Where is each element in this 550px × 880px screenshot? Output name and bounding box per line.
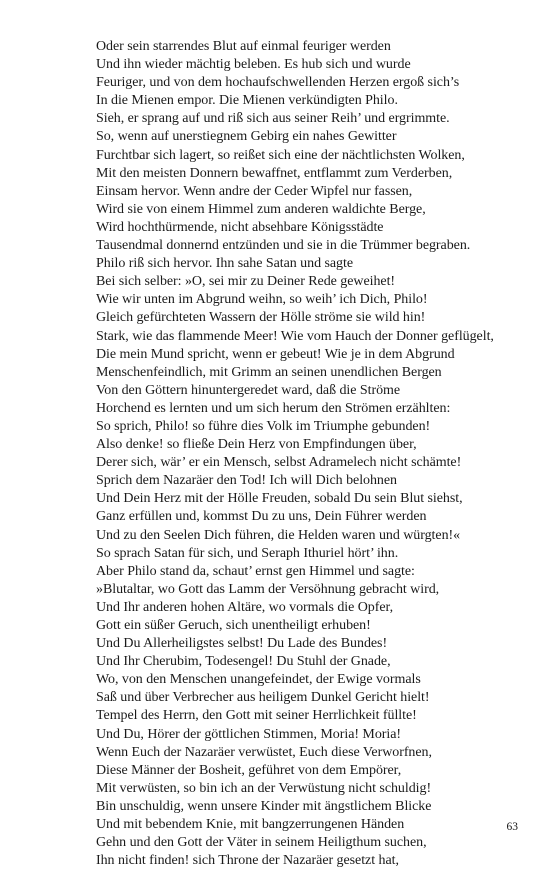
verse-line: Furchtbar sich lagert, so reißet sich eine der nächtlichsten Wolken, (96, 147, 465, 163)
verse-line: Aber Philo stand da, schaut’ ernst gen Himmel und sagte: (96, 563, 415, 579)
verse-line: Und zu den Seelen Dich führen, die Helden waren und würgten!« (96, 527, 461, 543)
verse-line: So sprich, Philo! so führe dies Volk im Triumphe gebunden! (96, 418, 431, 434)
verse-line: Tausendmal donnernd entzünden und sie in die Trümmer begraben. (96, 238, 471, 254)
verse-line: Ganz erfüllen und, kommst Du zu uns, Dein Führer werden (96, 509, 427, 525)
verse-line: Gleich gefürchteten Wassern der Hölle ströme sie wild hin! (96, 310, 426, 326)
verse-line: Mit verwüsten, so bin ich an der Verwüstung nicht schuldig! (96, 780, 432, 796)
page-number: 63 (506, 821, 518, 833)
verse-line: Feuriger, und von dem hochaufschwellenden Herzen ergoß sich’s (96, 75, 460, 91)
verse-line: So sprach Satan für sich, und Seraph Ithuriel hört’ ihn. (96, 545, 399, 561)
verse-line: Derer sich, wär’ er ein Mensch, selbst Adramelech nicht schämte! (96, 455, 462, 471)
verse-line: In die Mienen empor. Die Mienen verkündigten Philo. (96, 93, 398, 109)
verse-line: Bei sich selber: »O, sei mir zu Deiner Rede geweihet! (96, 274, 396, 290)
verse-line: Und Du Allerheiligstes selbst! Du Lade des Bundes! (96, 636, 388, 652)
verse-line: Und Ihr anderen hohen Altäre, wo vormals die Opfer, (96, 599, 394, 615)
verse-line: Und mit bebendem Knie, mit bangzerrungenen Händen (96, 817, 405, 833)
verse-line: Tempel des Herrn, den Gott mit seiner Herrlichkeit füllte! (96, 708, 417, 724)
verse-line: Diese Männer der Bosheit, geführet von dem Empörer, (96, 762, 402, 778)
verse-line: Mit den meisten Donnern bewaffnet, entflammt zum Verderben, (96, 165, 453, 181)
verse-line: »Blutaltar, wo Gott das Lamm der Versöhnung gebracht wird, (96, 581, 440, 597)
verse-line: Sieh, er sprang auf und riß sich aus seiner Reih’ und ergrimmte. (96, 111, 450, 127)
verse-line: Wie wir unten im Abgrund weihn, so weih’ ich Dich, Philo! (96, 292, 428, 308)
verse-line: Von den Göttern hinuntergeredet ward, daß die Ströme (96, 382, 401, 398)
verse-line: Horchend es lernten und um sich herum den Strömen erzählten: (96, 400, 451, 416)
verse-line: Die mein Mund spricht, wenn er gebeut! Wie je in dem Abgrund (96, 346, 455, 362)
verse-line: Wo, von den Menschen unangefeindet, der Ewige vormals (96, 672, 421, 688)
verse-line: Oder sein starrendes Blut auf einmal feuriger werden (96, 39, 391, 54)
verse-line: Und ihn wieder mächtig beleben. Es hub sich und wurde (96, 57, 411, 73)
verse-line: Wird sie von einem Himmel zum anderen waldichte Berge, (96, 201, 426, 217)
verse-line: Ihn nicht finden! sich Throne der Nazaräer gesetzt hat, (96, 853, 399, 869)
verse-line: Und Ihr Cherubim, Todesengel! Du Stuhl der Gnade, (96, 654, 391, 670)
verse-text (96, 38, 536, 870)
verse-line: Und Du, Hörer der göttlichen Stimmen, Moria! Moria! (96, 726, 401, 742)
verse-line: Saß und über Verbrecher aus heiligem Dunkel Gericht hielt! (96, 690, 430, 706)
verse-line: Gehn und den Gott der Väter in seinem Heiligthum suchen, (96, 835, 427, 851)
verse-line: Gott ein süßer Geruch, sich unentheiligt erhuben! (96, 618, 371, 633)
verse-line: Wird hochthürmende, nicht absehbare Königsstädte (96, 219, 384, 235)
verse-line: Menschenfeindlich, mit Grimm an seinen unendlichen Bergen (96, 364, 442, 380)
verse-line: Also denke! so fließe Dein Herz von Empfindungen über, (96, 437, 417, 453)
verse-line: Philo riß sich hervor. Ihn sahe Satan und sagte (96, 256, 353, 272)
verse-line: Stark, wie das flammende Meer! Wie vom Hauch der Donner geflügelt, (96, 328, 494, 344)
verse-line: Wenn Euch der Nazaräer verwüstet, Euch diese Verworfnen, (96, 744, 432, 760)
verse-line: Bin unschuldig, wenn unsere Kinder mit ängstlichem Blicke (96, 798, 432, 814)
verse-line: Einsam hervor. Wenn andre der Ceder Wipfel nur fassen, (96, 183, 413, 199)
verse-line: Und Dein Herz mit der Hölle Freuden, sobald Du sein Blut siehst, (96, 491, 463, 507)
verse-line: Sprich dem Nazaräer den Tod! Ich will Dich belohnen (96, 473, 397, 489)
verse-line: So, wenn auf unerstiegnem Gebirg ein nahes Gewitter (96, 129, 397, 145)
